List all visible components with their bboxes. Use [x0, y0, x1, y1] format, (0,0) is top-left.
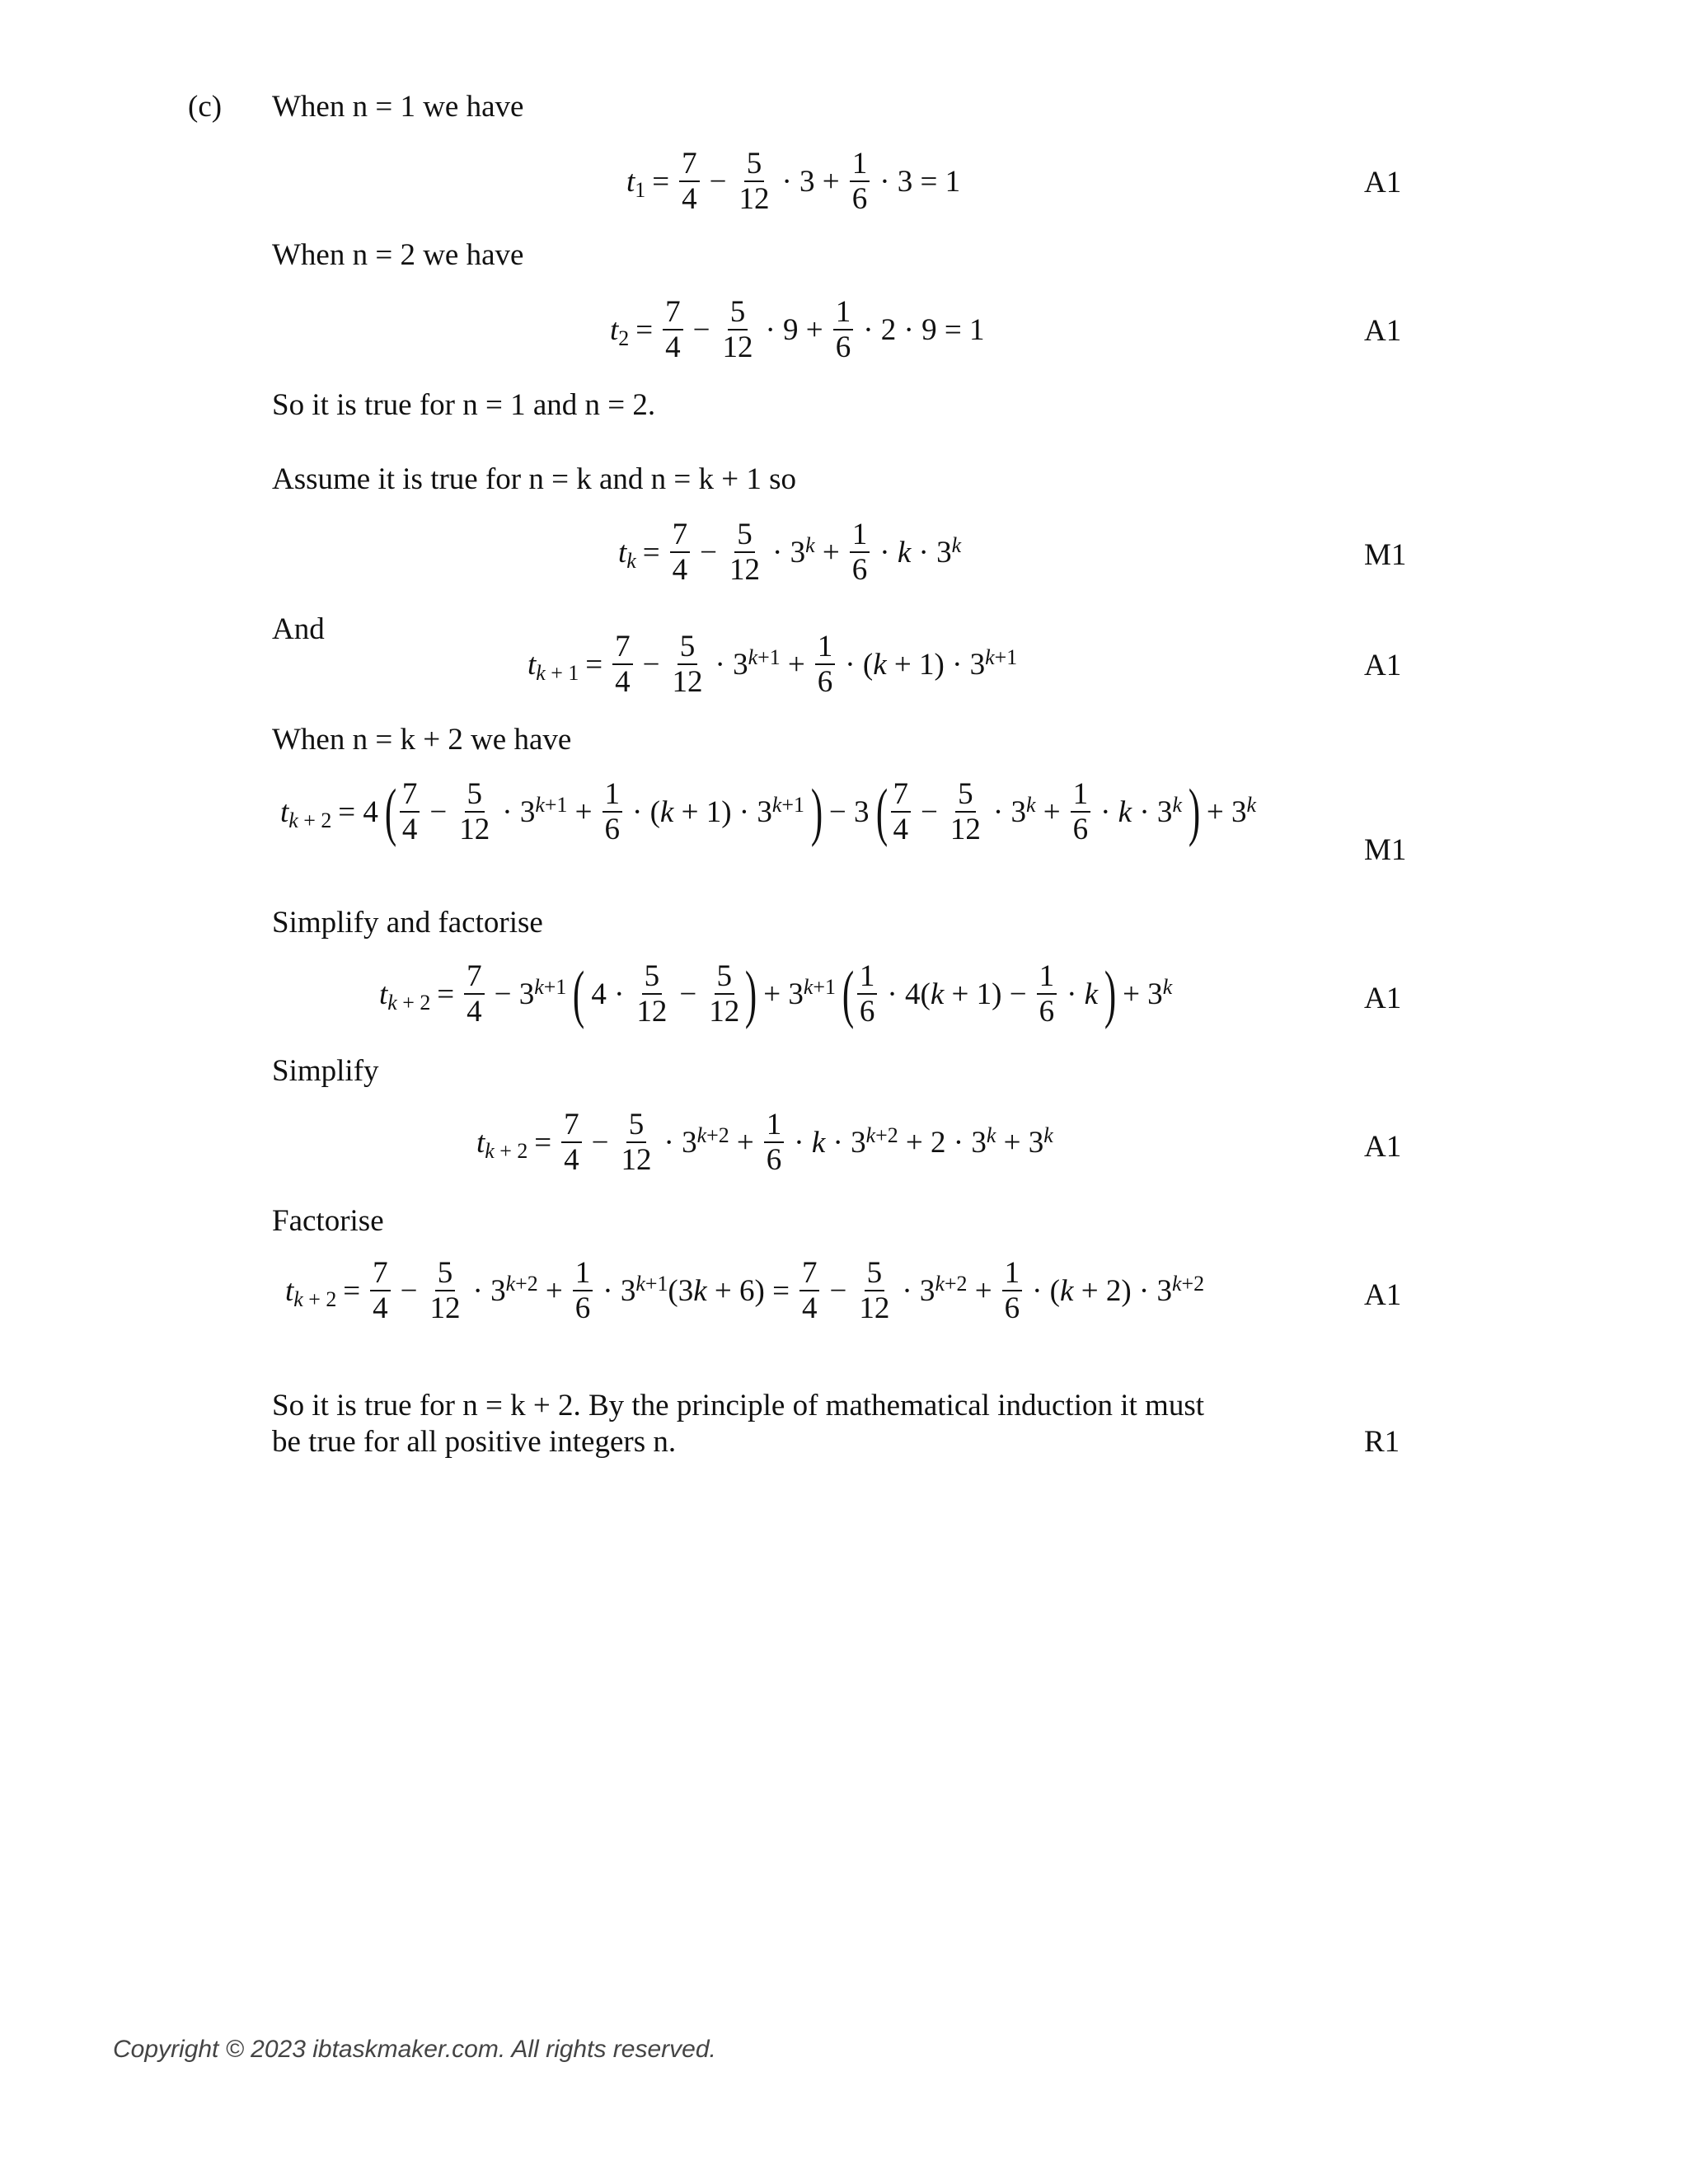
mark-m1: M1: [1364, 538, 1407, 572]
equation-simplified: $t_{k + 2}$ = $\frac{7}{4}$ − $\frac{5}{12}$ · $3^{k+2}$ + $\frac{1}{6}$ · $k \cdot 3^{k+2} + 2 \cdot 3^k + 3^k$: [476, 1108, 1053, 1177]
text-when-n-2: When n = 2 we have: [272, 238, 524, 272]
mark-a1: A1: [1364, 166, 1402, 199]
equation-simplify-factorise: $t_{k + 2}$ = $\frac{7}{4}$ − $3^{k+1}$ ( 4 · $\frac{5}{12}$ − $\frac{5}{12}$ ) + $3^{k+1}$ ( $\frac{1}{6}$ · 4(k + 1) − $\frac{1}{6}$ · k ) + $3^k$: [379, 958, 1173, 1029]
equation-t1: $t_1$ = $\frac{7}{4}$ − $\frac{5}{12}$ · 3 + $\frac{1}{6}$ · 3 = 1: [626, 147, 961, 216]
mark-a1: A1: [1364, 314, 1402, 348]
equation-t2: $t_2$ = $\frac{7}{4}$ − $\frac{5}{12}$ · 9 + $\frac{1}{6}$ · 2 · 9 = 1: [610, 295, 985, 364]
mark-m1: M1: [1364, 833, 1407, 867]
text-simplify: Simplify: [272, 1054, 379, 1088]
text-conclusion-line-1: So it is true for n = k + 2. By the principle of mathematical induction it must: [272, 1389, 1204, 1422]
equation-tk-plus-2-recurrence: $t_{k + 2}$ = 4 ( $\frac{7}{4}$ − $\frac{5}{12}$ · $3^{k+1}$ + $\frac{1}{6}$ · $(k + 1) \cdot 3^{k+1}$ ) − 3 ( $\frac{7}{4}$ − $\frac{5}{12}$ · $3^k$ + $\frac{1}{6}$ · $k \cdot 3^k$ ) + $3^k$: [280, 776, 1257, 847]
mark-a1: A1: [1364, 982, 1402, 1015]
text-factorise: Factorise: [272, 1204, 384, 1238]
text-and: And: [272, 612, 325, 646]
text-simplify-factorise: Simplify and factorise: [272, 906, 543, 940]
mark-a1: A1: [1364, 649, 1402, 682]
part-label: (c): [188, 90, 223, 124]
text-when-n-1: When n = 1 we have: [272, 90, 524, 124]
text-true-for-1-2: So it is true for n = 1 and n = 2.: [272, 388, 656, 422]
text-when-n-k2: When n = k + 2 we have: [272, 723, 572, 757]
mark-a1: A1: [1364, 1278, 1402, 1312]
mark-r1: R1: [1364, 1425, 1400, 1459]
copyright-footer: Copyright © 2023 ibtaskmaker.com. All rights reserved.: [113, 2036, 716, 2063]
equation-factorised: $t_{k + 2}$ = $\frac{7}{4}$ − $\frac{5}{12}$ · $3^{k+2}$ + $\frac{1}{6}$ · $3^{k+1}(3k + 6)$ = $\frac{7}{4}$ − $\frac{5}{12}$ · $3^{k+2}$ + $\frac{1}{6}$ · $(k + 2) \cdot 3^{k+2}$: [285, 1256, 1205, 1325]
mark-a1: A1: [1364, 1130, 1402, 1164]
equation-tk: $t_k$ = $\frac{7}{4}$ − $\frac{5}{12}$ · $3^k$ + $\frac{1}{6}$ · $k \cdot 3^k$: [618, 518, 962, 587]
equation-tk-plus-1: $t_{k + 1}$ = $\frac{7}{4}$ − $\frac{5}{12}$ · $3^{k+1}$ + $\frac{1}{6}$ · $(k + 1) \cdot 3^{k+1}$: [528, 630, 1018, 699]
text-conclusion-line-2: be true for all positive integers n.: [272, 1425, 677, 1459]
text-assume: Assume it is true for n = k and n = k + 1 so: [272, 462, 797, 496]
